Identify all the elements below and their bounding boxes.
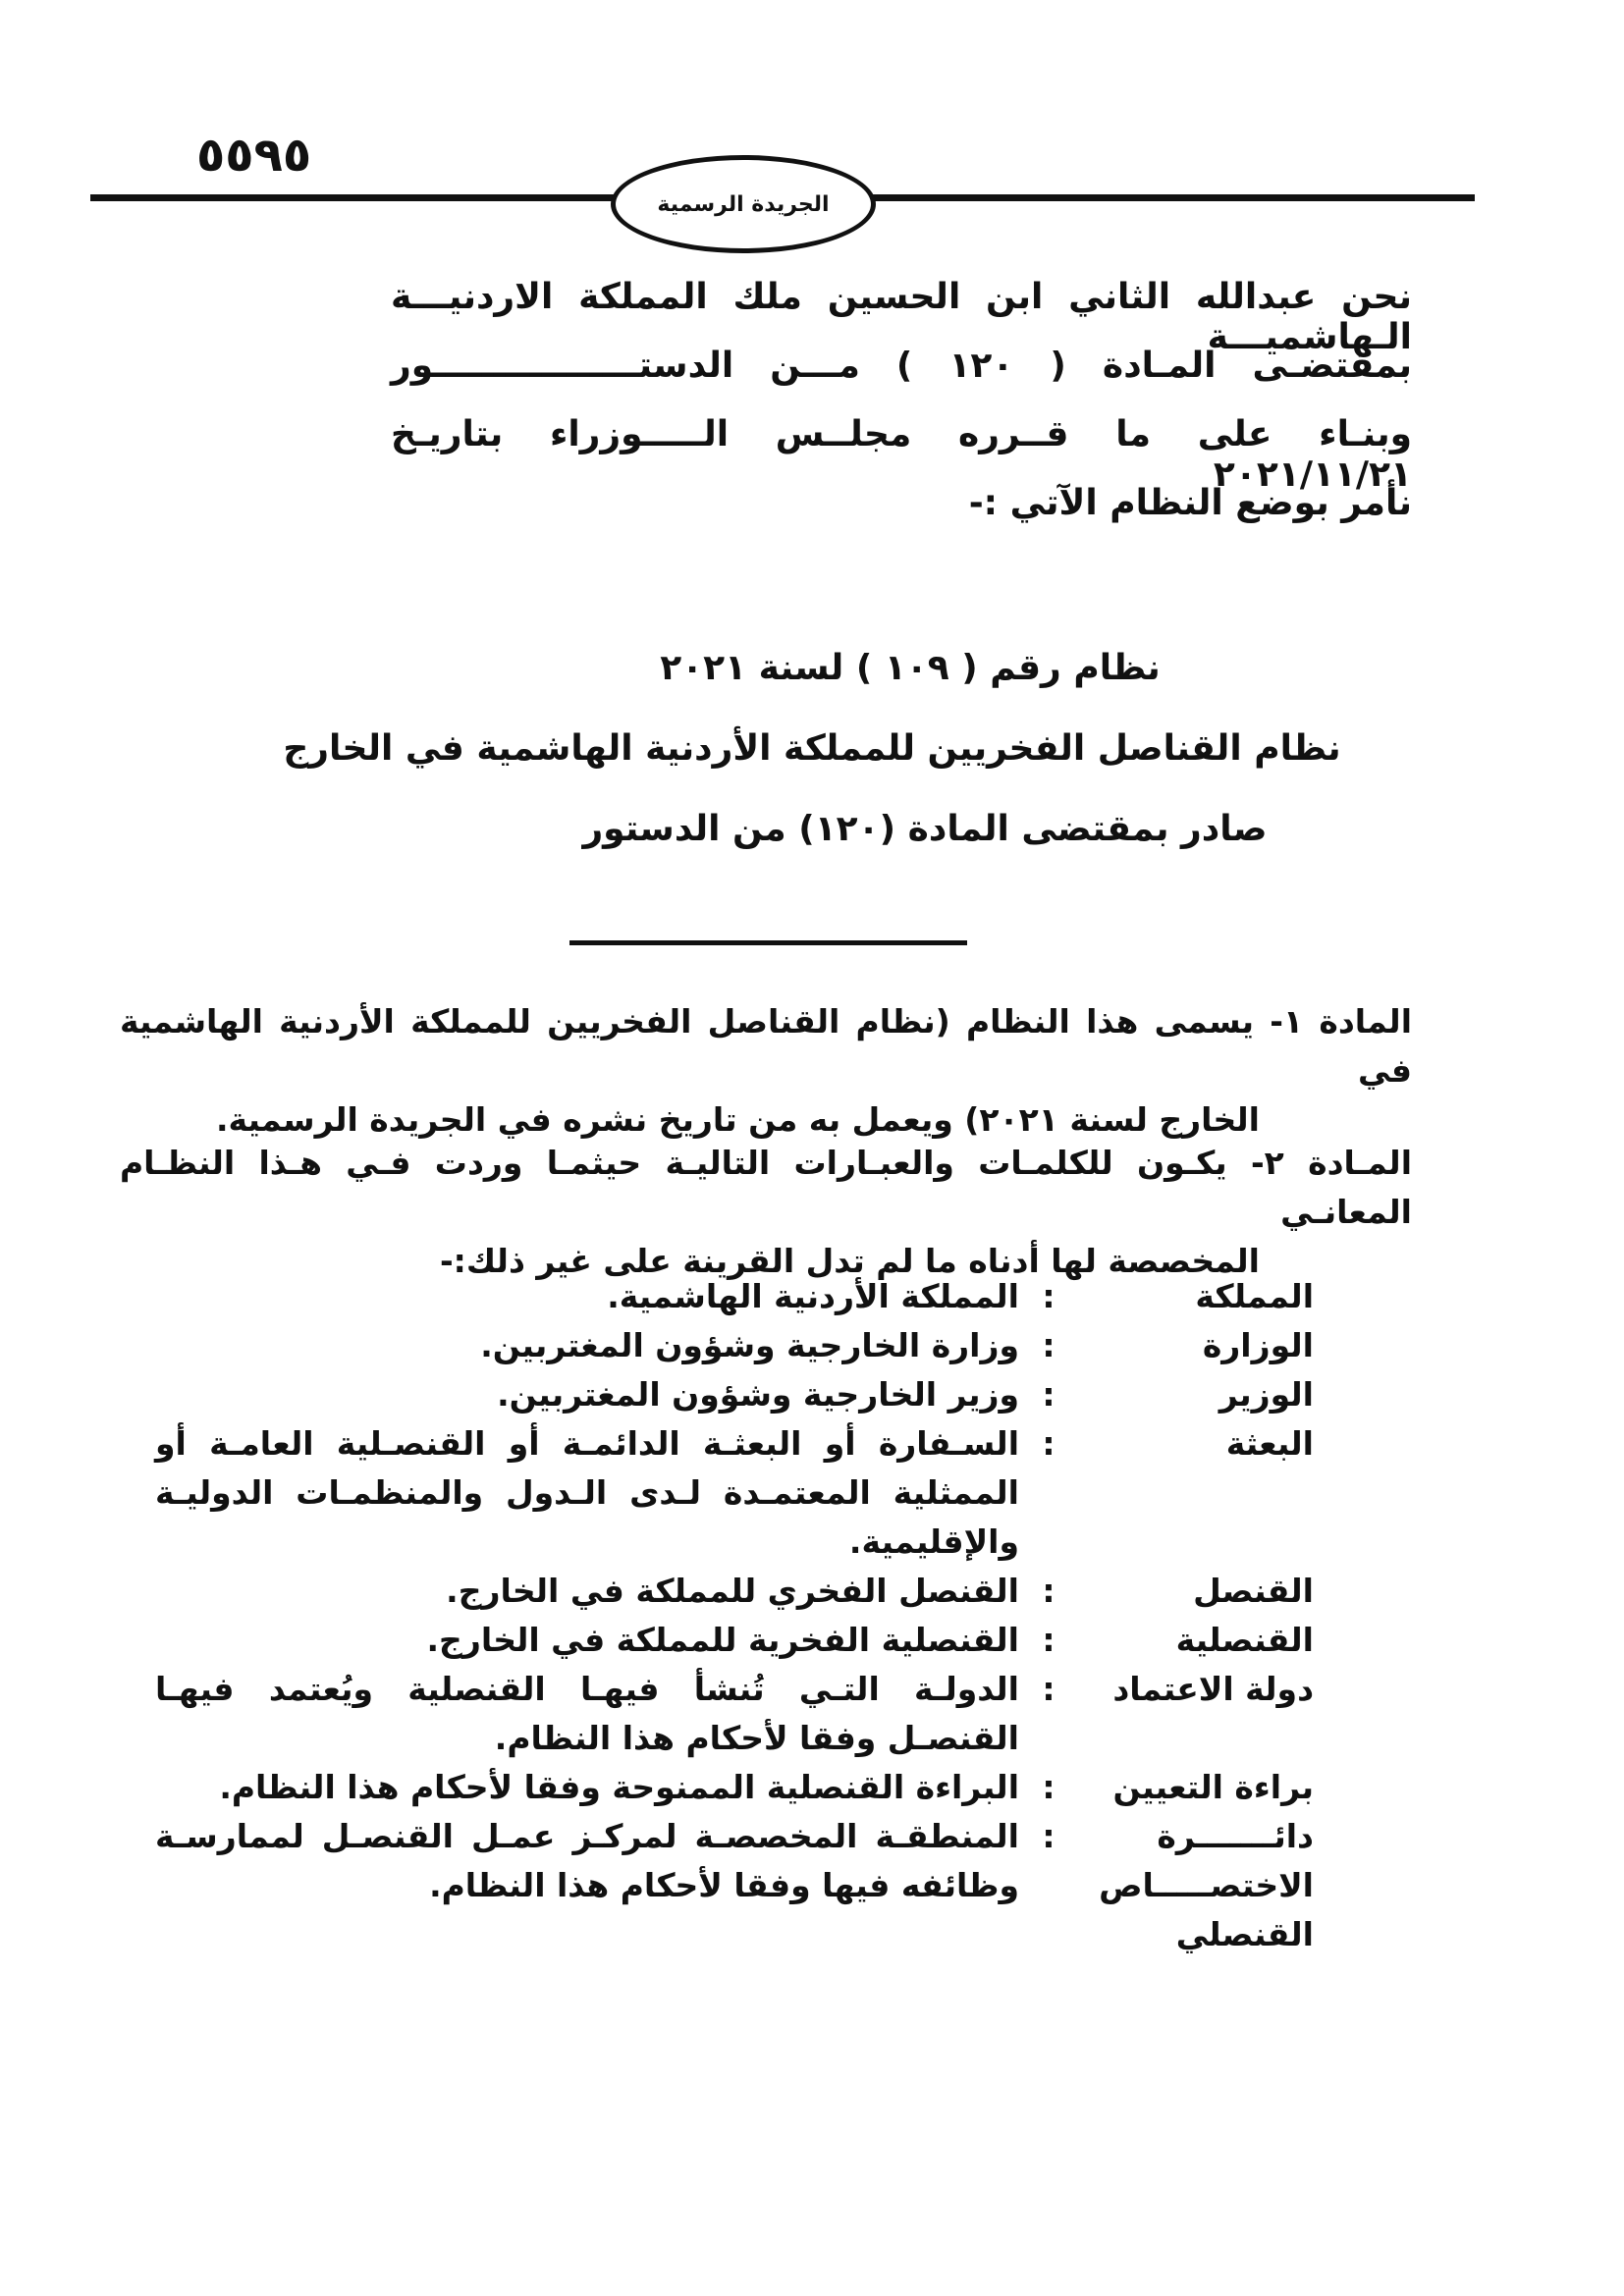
definitions-list (155, 1272, 1314, 1959)
definition-text: القنصل الفخري للمملكة في الخارج. (446, 1572, 1019, 1610)
definition-term: المملكة (1195, 1277, 1314, 1315)
regulation-title (0, 648, 1624, 889)
definition-text: الدولـة التـي تُنشأ فيهـا القنصلية ويُعتمد فيهـا القنصـل وفقا لأحكام هذا النظام. (155, 1670, 1019, 1757)
article-1-line: المادة ١- يسمى هذا النظام (نظام القناصل الفخريين للمملكة الأردنية الهاشمية في (120, 1002, 1413, 1090)
definition-text: وزير الخارجية وشؤون المغتربين. (497, 1375, 1019, 1414)
definition-colon: : (1042, 1621, 1056, 1659)
definition-text: البراءة القنصلية الممنوحة وفقا لأحكام هذا النظام. (219, 1768, 1019, 1806)
definition-colon: : (1042, 1572, 1056, 1610)
definition-term: الوزارة (1202, 1326, 1314, 1364)
definition-row (155, 1812, 1314, 1959)
preamble-line: نحن عبدالله الثاني ابن الحسين ملك المملكة الاردنيـــة الـهاشميـــة (391, 277, 1412, 357)
definition-colon: : (1042, 1768, 1056, 1806)
definition-colon: : (1042, 1375, 1056, 1414)
article-2 (120, 1139, 1412, 1286)
definition-text: المنطقـة المخصصـة لمركـز عمـل القنصـل لممارسـة وظائفه فيها وفقا لأحكام هذا النظام. (155, 1817, 1019, 1904)
definition-term: دولة الاعتماد (1112, 1670, 1314, 1708)
definition-term: دائـــــــرة الاختصـــــاص القنصلي (1099, 1817, 1314, 1953)
definition-row (155, 1272, 1314, 1321)
definition-term: القنصلية (1175, 1621, 1314, 1659)
definition-row (155, 1370, 1314, 1419)
definition-text: وزارة الخارجية وشؤون المغتربين. (480, 1326, 1019, 1364)
title-name: نظام القناصل الفخريين للمملكة الأردنية الهاشمية في الخارج (283, 728, 1341, 769)
definition-colon: : (1042, 1817, 1056, 1855)
article-2-line: المـادة ٢- يكـون للكلمـات والعبـارات التاليـة حيثمـا وردت فـي هـذا النظـام المعانـي (120, 1144, 1412, 1231)
gazette-name-oval (611, 155, 876, 253)
definition-term: القنصل (1193, 1572, 1314, 1610)
definition-colon: : (1042, 1670, 1056, 1708)
article-2-line: المخصصة لها أدناه ما لم تدل القرينة على غير ذلك:- (439, 1242, 1260, 1280)
title-authority: صادر بمقتضى المادة (١٢٠) من الدستور (582, 809, 1268, 849)
definition-row (155, 1763, 1314, 1812)
definition-term: البعثة (1225, 1424, 1314, 1463)
definition-row (155, 1567, 1314, 1616)
preamble-line: نأمر بوضع النظام الآتي :- (968, 483, 1412, 523)
definition-text: المملكة الأردنية الهاشمية. (607, 1277, 1019, 1315)
preamble (391, 277, 1412, 552)
page-number: ٥٥٩٥ (196, 128, 312, 183)
definition-term: براءة التعيين (1112, 1768, 1314, 1806)
preamble-line: وبنـاء على ما قــرره مجلــس الـــــوزراء بتاريـخ ٢٠٢١/١١/٢١ (391, 414, 1412, 495)
definition-colon: : (1042, 1326, 1056, 1364)
article-1-line: الخارج لسنة ٢٠٢١) ويعمل به من تاريخ نشره في الجريدة الرسمية. (215, 1100, 1260, 1139)
definition-colon: : (1042, 1424, 1056, 1463)
definition-row (155, 1616, 1314, 1665)
title-number: نظام رقم ( ١٠٩ ) لسنة ٢٠٢١ (660, 648, 1161, 688)
definition-term: الوزير (1218, 1375, 1314, 1414)
definition-colon: : (1042, 1277, 1056, 1315)
section-divider (569, 940, 967, 945)
definition-text: القنصلية الفخرية للمملكة في الخارج. (426, 1621, 1019, 1659)
definition-row (155, 1665, 1314, 1763)
gazette-name: الجريدة الرسمية (657, 191, 830, 217)
definition-row (155, 1419, 1314, 1567)
preamble-line: بمقتضـى المـادة ( ١٢٠ ) مـــن الدستـــــــــــــــــور (391, 346, 1412, 386)
article-1 (120, 997, 1412, 1145)
definition-text: السـفارة أو البعثـة الدائمـة أو القنصـلية العامـة أو الممثلية المعتمـدة لـدى الـدول والمنظمـات الدوليـة والإقليمية. (155, 1424, 1019, 1561)
definition-row (155, 1321, 1314, 1370)
